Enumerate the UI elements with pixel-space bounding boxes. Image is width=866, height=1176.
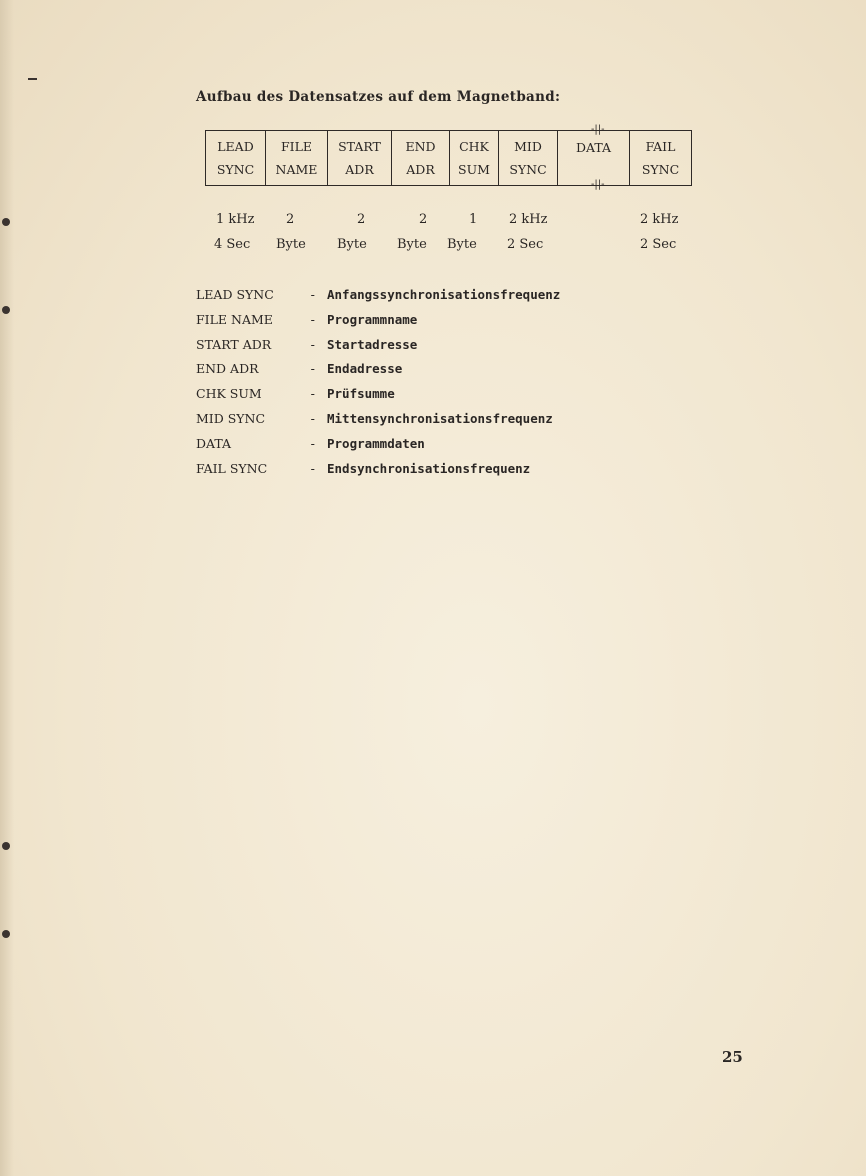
spec-value: 2 Sec (640, 237, 677, 252)
break-mark-top: -||- (591, 124, 605, 135)
legend-separator: - (309, 361, 317, 377)
break-mark-bottom: -||- (591, 179, 605, 190)
record-field-mid-sync (499, 131, 558, 185)
legend-description: Anfangssynchronisationsfrequenz (327, 287, 561, 302)
field-label-line1: DATA (575, 140, 612, 155)
record-field-start-adr (328, 131, 392, 185)
legend-term: LEAD SYNC (196, 287, 274, 302)
field-label-line2: SUM (458, 161, 490, 177)
spec-value: Byte (447, 237, 477, 252)
spec-value: Byte (397, 237, 427, 252)
field-label-line1: CHK (459, 138, 489, 154)
legend-term: START ADR (196, 336, 272, 352)
legend-description: Endsynchronisationsfrequenz (327, 460, 531, 476)
field-label-line2: SYNC (216, 161, 255, 177)
legend-term: CHK SUM (196, 386, 262, 402)
page-heading: Aufbau des Datensatzes auf dem Magnetband: (196, 89, 561, 105)
binding-hole (2, 306, 10, 314)
legend-term: FILE NAME (196, 311, 273, 327)
spec-value: Byte (337, 237, 367, 252)
legend-description: Endadresse (327, 361, 403, 377)
field-label-line1: FILE (280, 138, 313, 154)
legend-description: Prüfsumme (327, 386, 395, 402)
legend-term: FAIL SYNC (196, 460, 268, 476)
field-label-line2: SYNC (641, 161, 680, 177)
spec-value: 2 Sec (507, 237, 544, 252)
legend-separator: - (309, 336, 317, 352)
legend-separator: - (309, 311, 317, 327)
spec-value: Byte (276, 237, 306, 252)
field-label-line2: ADR (406, 161, 435, 177)
spec-value: 1 kHz (216, 212, 255, 227)
spec-value: 2 (419, 212, 428, 227)
record-field-data (558, 124, 630, 190)
legend-description: Programmname (327, 311, 418, 327)
page-edge (0, 0, 14, 1176)
legend-term: MID SYNC (196, 410, 266, 426)
legend-description: Programmdaten (327, 435, 425, 451)
field-label-line1: START (338, 138, 381, 154)
record-field-chk-sum (450, 131, 499, 185)
spec-value: 2 kHz (509, 212, 548, 227)
binding-hole (2, 930, 10, 938)
spec-value: 4 Sec (214, 237, 251, 252)
legend-separator: - (309, 460, 317, 476)
field-label-line2: ADR (345, 161, 374, 177)
legend-separator: - (309, 410, 317, 426)
legend-description: Mittensynchronisationsfrequenz (327, 410, 553, 426)
record-field-file-name (266, 131, 328, 185)
record-structure-table (205, 124, 692, 190)
binding-hole (2, 218, 10, 226)
legend-term: END ADR (196, 361, 259, 377)
field-label-line2: NAME (275, 161, 318, 177)
field-label-line1: LEAD (217, 138, 254, 154)
legend-separator: - (309, 435, 317, 451)
spec-value: 2 (357, 212, 366, 227)
record-field-fail-sync (630, 131, 691, 185)
legend-term: DATA (196, 435, 232, 451)
legend-separator: - (309, 287, 317, 302)
spec-value: 2 (286, 212, 295, 227)
record-field-lead-sync (206, 131, 266, 185)
binding-hole (2, 842, 10, 850)
field-label-line1: END (405, 138, 436, 154)
spec-value: 1 (469, 212, 478, 227)
record-field-end-adr (392, 131, 450, 185)
legend-separator: - (309, 386, 317, 402)
field-label-line2: SYNC (509, 161, 547, 177)
margin-mark (28, 78, 37, 80)
field-label-line1: FAIL (645, 138, 676, 154)
page-number: 25 (722, 1048, 743, 1066)
field-label-line1: MID (514, 138, 542, 154)
legend-description: Startadresse (327, 336, 418, 352)
spec-value: 2 kHz (640, 212, 679, 227)
